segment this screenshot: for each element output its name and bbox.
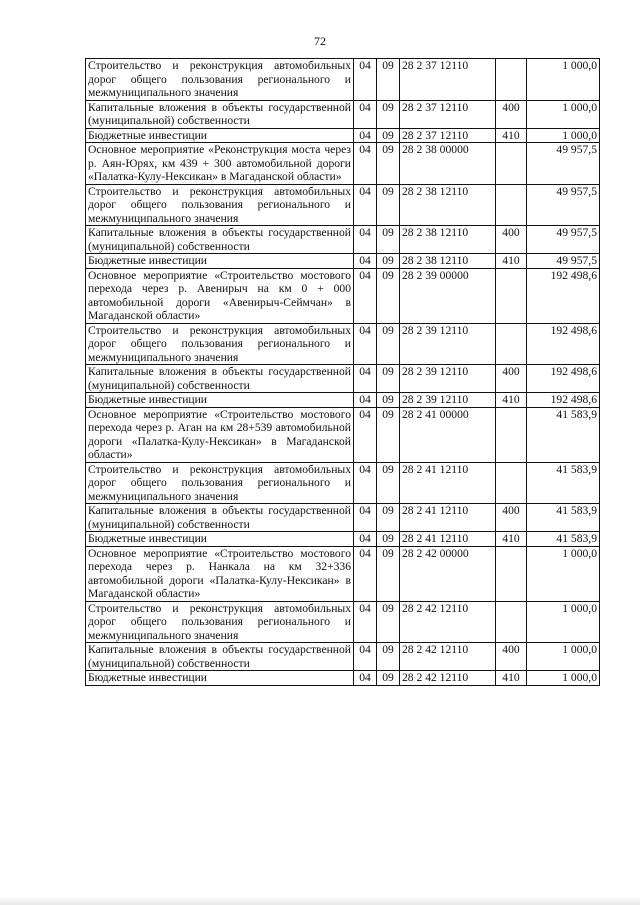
table-row bbox=[86, 254, 600, 269]
row-subsection: 09 bbox=[377, 128, 400, 143]
row-target-article: 28 2 38 12110 bbox=[400, 226, 496, 254]
row-subsection: 09 bbox=[377, 184, 400, 226]
row-amount: 1 000,0 bbox=[527, 671, 600, 686]
table-row bbox=[86, 100, 600, 128]
table-row bbox=[86, 143, 600, 185]
row-section: 04 bbox=[354, 184, 377, 226]
row-target-article: 28 2 42 00000 bbox=[400, 546, 496, 601]
row-section: 04 bbox=[354, 100, 377, 128]
row-name: Строительство и реконструкция автомобильных дорог общего пользования регионального и межмуниципального значения bbox=[86, 601, 354, 643]
row-expense-type: 400 bbox=[496, 100, 527, 128]
budget-table-body bbox=[86, 59, 600, 686]
table-row bbox=[86, 532, 600, 547]
row-subsection: 09 bbox=[377, 59, 400, 101]
row-section: 04 bbox=[354, 268, 377, 323]
row-target-article: 28 2 38 12110 bbox=[400, 184, 496, 226]
row-subsection: 09 bbox=[377, 143, 400, 185]
row-name: Основное мероприятие «Строительство мостового перехода через р. Нанкала на км 32+336 автомобильной дороги «Палатка-Кулу-Нексикан» в Магаданской области» bbox=[86, 546, 354, 601]
row-target-article: 28 2 41 12110 bbox=[400, 504, 496, 532]
row-expense-type: 410 bbox=[496, 393, 527, 408]
row-subsection: 09 bbox=[377, 504, 400, 532]
row-name: Бюджетные инвестиции bbox=[86, 128, 354, 143]
row-section: 04 bbox=[354, 393, 377, 408]
row-name: Строительство и реконструкция автомобильных дорог общего пользования регионального и межмуниципального значения bbox=[86, 462, 354, 504]
row-subsection: 09 bbox=[377, 643, 400, 671]
table-row bbox=[86, 59, 600, 101]
table-row bbox=[86, 601, 600, 643]
row-expense-type: 410 bbox=[496, 128, 527, 143]
row-expense-type bbox=[496, 59, 527, 101]
row-expense-type bbox=[496, 323, 527, 365]
row-name: Основное мероприятие «Строительство мостового перехода через р. Авенирыч на км 0 + 000 автомобильной дороги «Авенирыч-Сеймчан» в Магаданской области» bbox=[86, 268, 354, 323]
row-target-article: 28 2 37 12110 bbox=[400, 100, 496, 128]
row-subsection: 09 bbox=[377, 323, 400, 365]
row-target-article: 28 2 39 00000 bbox=[400, 268, 496, 323]
row-section: 04 bbox=[354, 643, 377, 671]
row-target-article: 28 2 39 12110 bbox=[400, 393, 496, 408]
row-amount: 192 498,6 bbox=[527, 365, 600, 393]
page-number: 72 bbox=[314, 34, 326, 48]
row-section: 04 bbox=[354, 546, 377, 601]
table-row bbox=[86, 323, 600, 365]
row-amount: 1 000,0 bbox=[527, 100, 600, 128]
table-row bbox=[86, 268, 600, 323]
row-target-article: 28 2 39 12110 bbox=[400, 365, 496, 393]
row-section: 04 bbox=[354, 226, 377, 254]
table-row bbox=[86, 504, 600, 532]
row-amount: 41 583,9 bbox=[527, 532, 600, 547]
row-name: Строительство и реконструкция автомобильных дорог общего пользования регионального и межмуниципального значения bbox=[86, 59, 354, 101]
row-amount: 41 583,9 bbox=[527, 504, 600, 532]
row-target-article: 28 2 41 12110 bbox=[400, 532, 496, 547]
row-amount: 41 583,9 bbox=[527, 407, 600, 462]
row-section: 04 bbox=[354, 601, 377, 643]
row-target-article: 28 2 38 12110 bbox=[400, 254, 496, 269]
table-row bbox=[86, 184, 600, 226]
table-row bbox=[86, 226, 600, 254]
table-row bbox=[86, 407, 600, 462]
row-name: Основное мероприятие «Строительство мостового перехода через р. Аган на км 28+539 автомобильной дороги «Палатка-Кулу-Нексикан» в Магаданской области» bbox=[86, 407, 354, 462]
row-expense-type bbox=[496, 143, 527, 185]
row-section: 04 bbox=[354, 407, 377, 462]
row-target-article: 28 2 41 00000 bbox=[400, 407, 496, 462]
row-section: 04 bbox=[354, 254, 377, 269]
row-name: Бюджетные инвестиции bbox=[86, 532, 354, 547]
row-expense-type bbox=[496, 462, 527, 504]
row-section: 04 bbox=[354, 365, 377, 393]
row-name: Капитальные вложения в объекты государственной (муниципальной) собственности bbox=[86, 643, 354, 671]
row-expense-type: 410 bbox=[496, 532, 527, 547]
row-expense-type bbox=[496, 546, 527, 601]
row-section: 04 bbox=[354, 671, 377, 686]
row-amount: 49 957,5 bbox=[527, 143, 600, 185]
row-section: 04 bbox=[354, 504, 377, 532]
row-amount: 49 957,5 bbox=[527, 226, 600, 254]
row-section: 04 bbox=[354, 462, 377, 504]
row-expense-type: 400 bbox=[496, 226, 527, 254]
row-expense-type: 410 bbox=[496, 254, 527, 269]
row-name: Строительство и реконструкция автомобильных дорог общего пользования регионального и межмуниципального значения bbox=[86, 184, 354, 226]
row-amount: 41 583,9 bbox=[527, 462, 600, 504]
table-row bbox=[86, 393, 600, 408]
row-amount: 1 000,0 bbox=[527, 601, 600, 643]
row-amount: 49 957,5 bbox=[527, 254, 600, 269]
row-target-article: 28 2 39 12110 bbox=[400, 323, 496, 365]
table-row bbox=[86, 671, 600, 686]
row-expense-type bbox=[496, 601, 527, 643]
row-target-article: 28 2 42 12110 bbox=[400, 601, 496, 643]
row-subsection: 09 bbox=[377, 226, 400, 254]
row-target-article: 28 2 42 12110 bbox=[400, 671, 496, 686]
row-name: Бюджетные инвестиции bbox=[86, 671, 354, 686]
page-bottom-edge bbox=[0, 896, 640, 905]
table-row bbox=[86, 546, 600, 601]
budget-table bbox=[85, 58, 600, 686]
row-expense-type bbox=[496, 407, 527, 462]
row-amount: 1 000,0 bbox=[527, 643, 600, 671]
row-amount: 192 498,6 bbox=[527, 393, 600, 408]
row-subsection: 09 bbox=[377, 365, 400, 393]
row-section: 04 bbox=[354, 59, 377, 101]
row-amount: 49 957,5 bbox=[527, 184, 600, 226]
row-expense-type: 400 bbox=[496, 365, 527, 393]
row-subsection: 09 bbox=[377, 671, 400, 686]
row-amount: 192 498,6 bbox=[527, 268, 600, 323]
row-subsection: 09 bbox=[377, 393, 400, 408]
row-expense-type bbox=[496, 268, 527, 323]
row-subsection: 09 bbox=[377, 254, 400, 269]
table-row bbox=[86, 128, 600, 143]
row-name: Капитальные вложения в объекты государственной (муниципальной) собственности bbox=[86, 100, 354, 128]
row-subsection: 09 bbox=[377, 546, 400, 601]
row-name: Бюджетные инвестиции bbox=[86, 254, 354, 269]
row-subsection: 09 bbox=[377, 100, 400, 128]
row-subsection: 09 bbox=[377, 462, 400, 504]
table-row bbox=[86, 462, 600, 504]
row-target-article: 28 2 42 12110 bbox=[400, 643, 496, 671]
row-amount: 1 000,0 bbox=[527, 128, 600, 143]
row-amount: 1 000,0 bbox=[527, 546, 600, 601]
row-expense-type: 400 bbox=[496, 504, 527, 532]
row-subsection: 09 bbox=[377, 532, 400, 547]
row-name: Основное мероприятие «Реконструкция моста через р. Аян-Юрях, км 439 + 300 автомобильной дороги «Палатка-Кулу-Нексикан» в Магаданской области» bbox=[86, 143, 354, 185]
row-section: 04 bbox=[354, 532, 377, 547]
row-expense-type bbox=[496, 184, 527, 226]
row-amount: 192 498,6 bbox=[527, 323, 600, 365]
row-subsection: 09 bbox=[377, 407, 400, 462]
row-name: Капитальные вложения в объекты государственной (муниципальной) собственности bbox=[86, 504, 354, 532]
row-name: Капитальные вложения в объекты государственной (муниципальной) собственности bbox=[86, 365, 354, 393]
table-row bbox=[86, 365, 600, 393]
row-target-article: 28 2 37 12110 bbox=[400, 59, 496, 101]
row-amount: 1 000,0 bbox=[527, 59, 600, 101]
row-expense-type: 410 bbox=[496, 671, 527, 686]
row-subsection: 09 bbox=[377, 601, 400, 643]
row-target-article: 28 2 37 12110 bbox=[400, 128, 496, 143]
table-row bbox=[86, 643, 600, 671]
row-target-article: 28 2 38 00000 bbox=[400, 143, 496, 185]
row-expense-type: 400 bbox=[496, 643, 527, 671]
row-subsection: 09 bbox=[377, 268, 400, 323]
row-section: 04 bbox=[354, 323, 377, 365]
row-section: 04 bbox=[354, 128, 377, 143]
row-target-article: 28 2 41 12110 bbox=[400, 462, 496, 504]
row-section: 04 bbox=[354, 143, 377, 185]
row-name: Строительство и реконструкция автомобильных дорог общего пользования регионального и межмуниципального значения bbox=[86, 323, 354, 365]
row-name: Бюджетные инвестиции bbox=[86, 393, 354, 408]
row-name: Капитальные вложения в объекты государственной (муниципальной) собственности bbox=[86, 226, 354, 254]
